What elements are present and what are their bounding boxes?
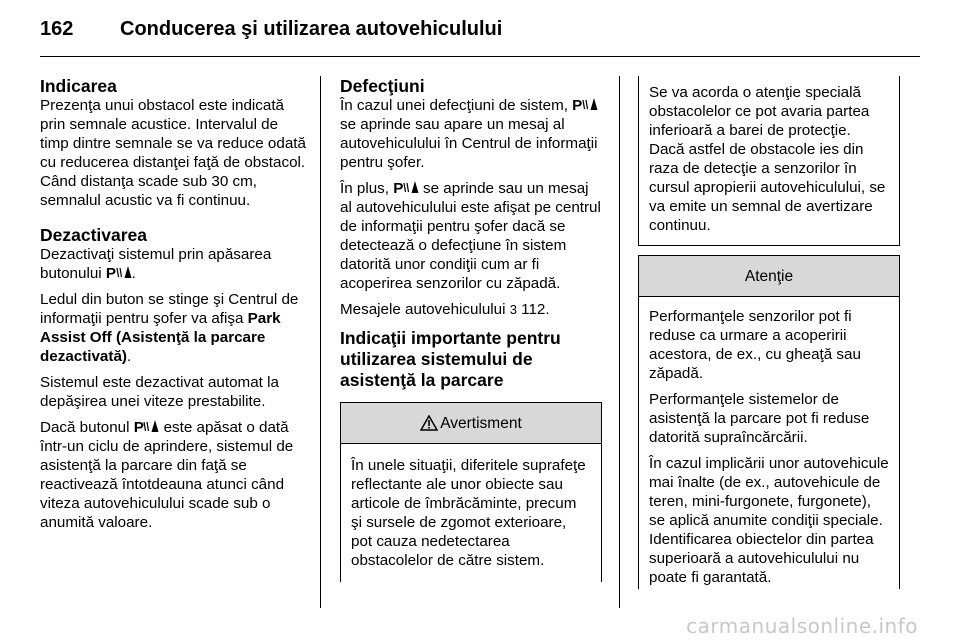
attention-box-header [639,255,899,297]
park-assist-icon: P [106,265,132,282]
continued-box [638,76,900,246]
attention-box-body [639,297,899,587]
dezactivarea-p2: Ledul din buton se stinge şi Centrul de informaţii pentru şofer va afişa Park Assist Off (Asistenţă la parcare dezactivată). [40,291,299,365]
heading-indicarea: Indicarea [40,76,117,96]
column-2 [340,76,602,582]
attention-p1: Performanţele senzorilor pot fi reduse ca urmare a acoperirii acestora, de ex., cu gheaţă sau zăpadă. [649,308,861,382]
dezactivarea-p4: Dacă butonul P este apăsat o dată într-un ciclu de aprindere, sistemul de asistenţă la parcare din faţă se reactivează întotdeauna atunci când viteza autovehiculului scade sub o anumită valoare. [40,419,294,531]
dezactivarea-p1: Dezactivaţi sistemul prin apăsarea butonului P . [40,246,272,282]
page-title: Conducerea şi utilizarea autovehiculului [120,18,503,40]
warning-triangle-icon [420,415,438,431]
continued-box-text: Se va acorda o atenţie specială obstacolelor ce pot avaria partea inferioară a barei de protecţie. Dacă astfel de obstacole ies din raza de detecţie a senzorilor în cursul apropierii autovehiculului, se va emite un semnal de avertizare continuu. [649,84,886,234]
attention-p3: În cazul implicării unor autovehicule mai înalte (de ex., autovehicule de teren, mini-furgonete, furgonete), se aplică anumite condiţii speciale. Identificarea obiectelor din partea superioară a autovehiculului nu poate fi garantată. [649,455,889,586]
park-assist-icon: P [572,97,598,114]
park-assist-icon: P [134,419,160,436]
page-header [40,18,920,50]
attention-box-title: Atenţie [744,267,794,285]
watermark: carmanualsonline.info [686,614,918,638]
warning-box-body: În unele situaţii, diferitele suprafeţe reflectante ale unor obiecte sau articole de îmbrăcăminte, precum şi sursele de zgomot exterioare, pot cauza nedetectarea obstacolelor de către sistem. [351,457,586,569]
column-3 [638,76,900,589]
heading-defectiuni: Defecţiuni [340,76,425,96]
defectiuni-p3: Mesajele autovehiculului 3 112. [340,301,550,318]
warning-box [340,402,602,582]
column-divider-2 [619,76,620,608]
warning-box-title: Avertisment [440,414,522,432]
defectiuni-p1: În cazul unei defecţiuni de sistem, P se aprinde sau apare un mesaj al autovehiculului în Centrul de informaţii pentru şofer. [340,97,598,171]
indicarea-text: Prezenţa unui obstacol este indicată prin semnale acustice. Intervalul de timp dintre semnale se va reduce odată cu reducerea distanţei faţă de obstacol. Când distanţa scade sub 30 cm, semnalul acustic va fi continuu. [40,97,306,209]
column-divider-1 [320,76,321,608]
park-assist-icon: P [393,180,419,197]
park-assist-off-message: Park Assist Off (Asistenţă la parcare dezactivată) [40,310,281,365]
heading-indicatii: Indicaţii importante pentru utilizarea sistemului de asistenţă la parcare [340,328,561,390]
dezactivarea-p3: Sistemul este dezactivat automat la depăşirea unei viteze prestabilite. [40,374,279,410]
header-rule [40,56,920,57]
attention-box [638,255,900,589]
defectiuni-p2: În plus, P se aprinde sau un mesaj al autovehiculului este afişat pe centrul de informaţii pentru şofer dacă se detectează o defecţiune în sistem datorită unor condiţii cum ar fi acoperirea senzorilor cu zăpadă. [340,180,601,292]
page-number: 162 [40,18,74,40]
attention-p2: Performanţele sistemelor de asistenţă la parcare pot fi reduse datorită supraîncărcării. [649,391,870,446]
heading-dezactivarea: Dezactivarea [40,225,148,245]
warning-box-header [341,402,601,444]
page-reference-arrow-icon: 3 [509,302,517,317]
column-1 [40,76,308,539]
